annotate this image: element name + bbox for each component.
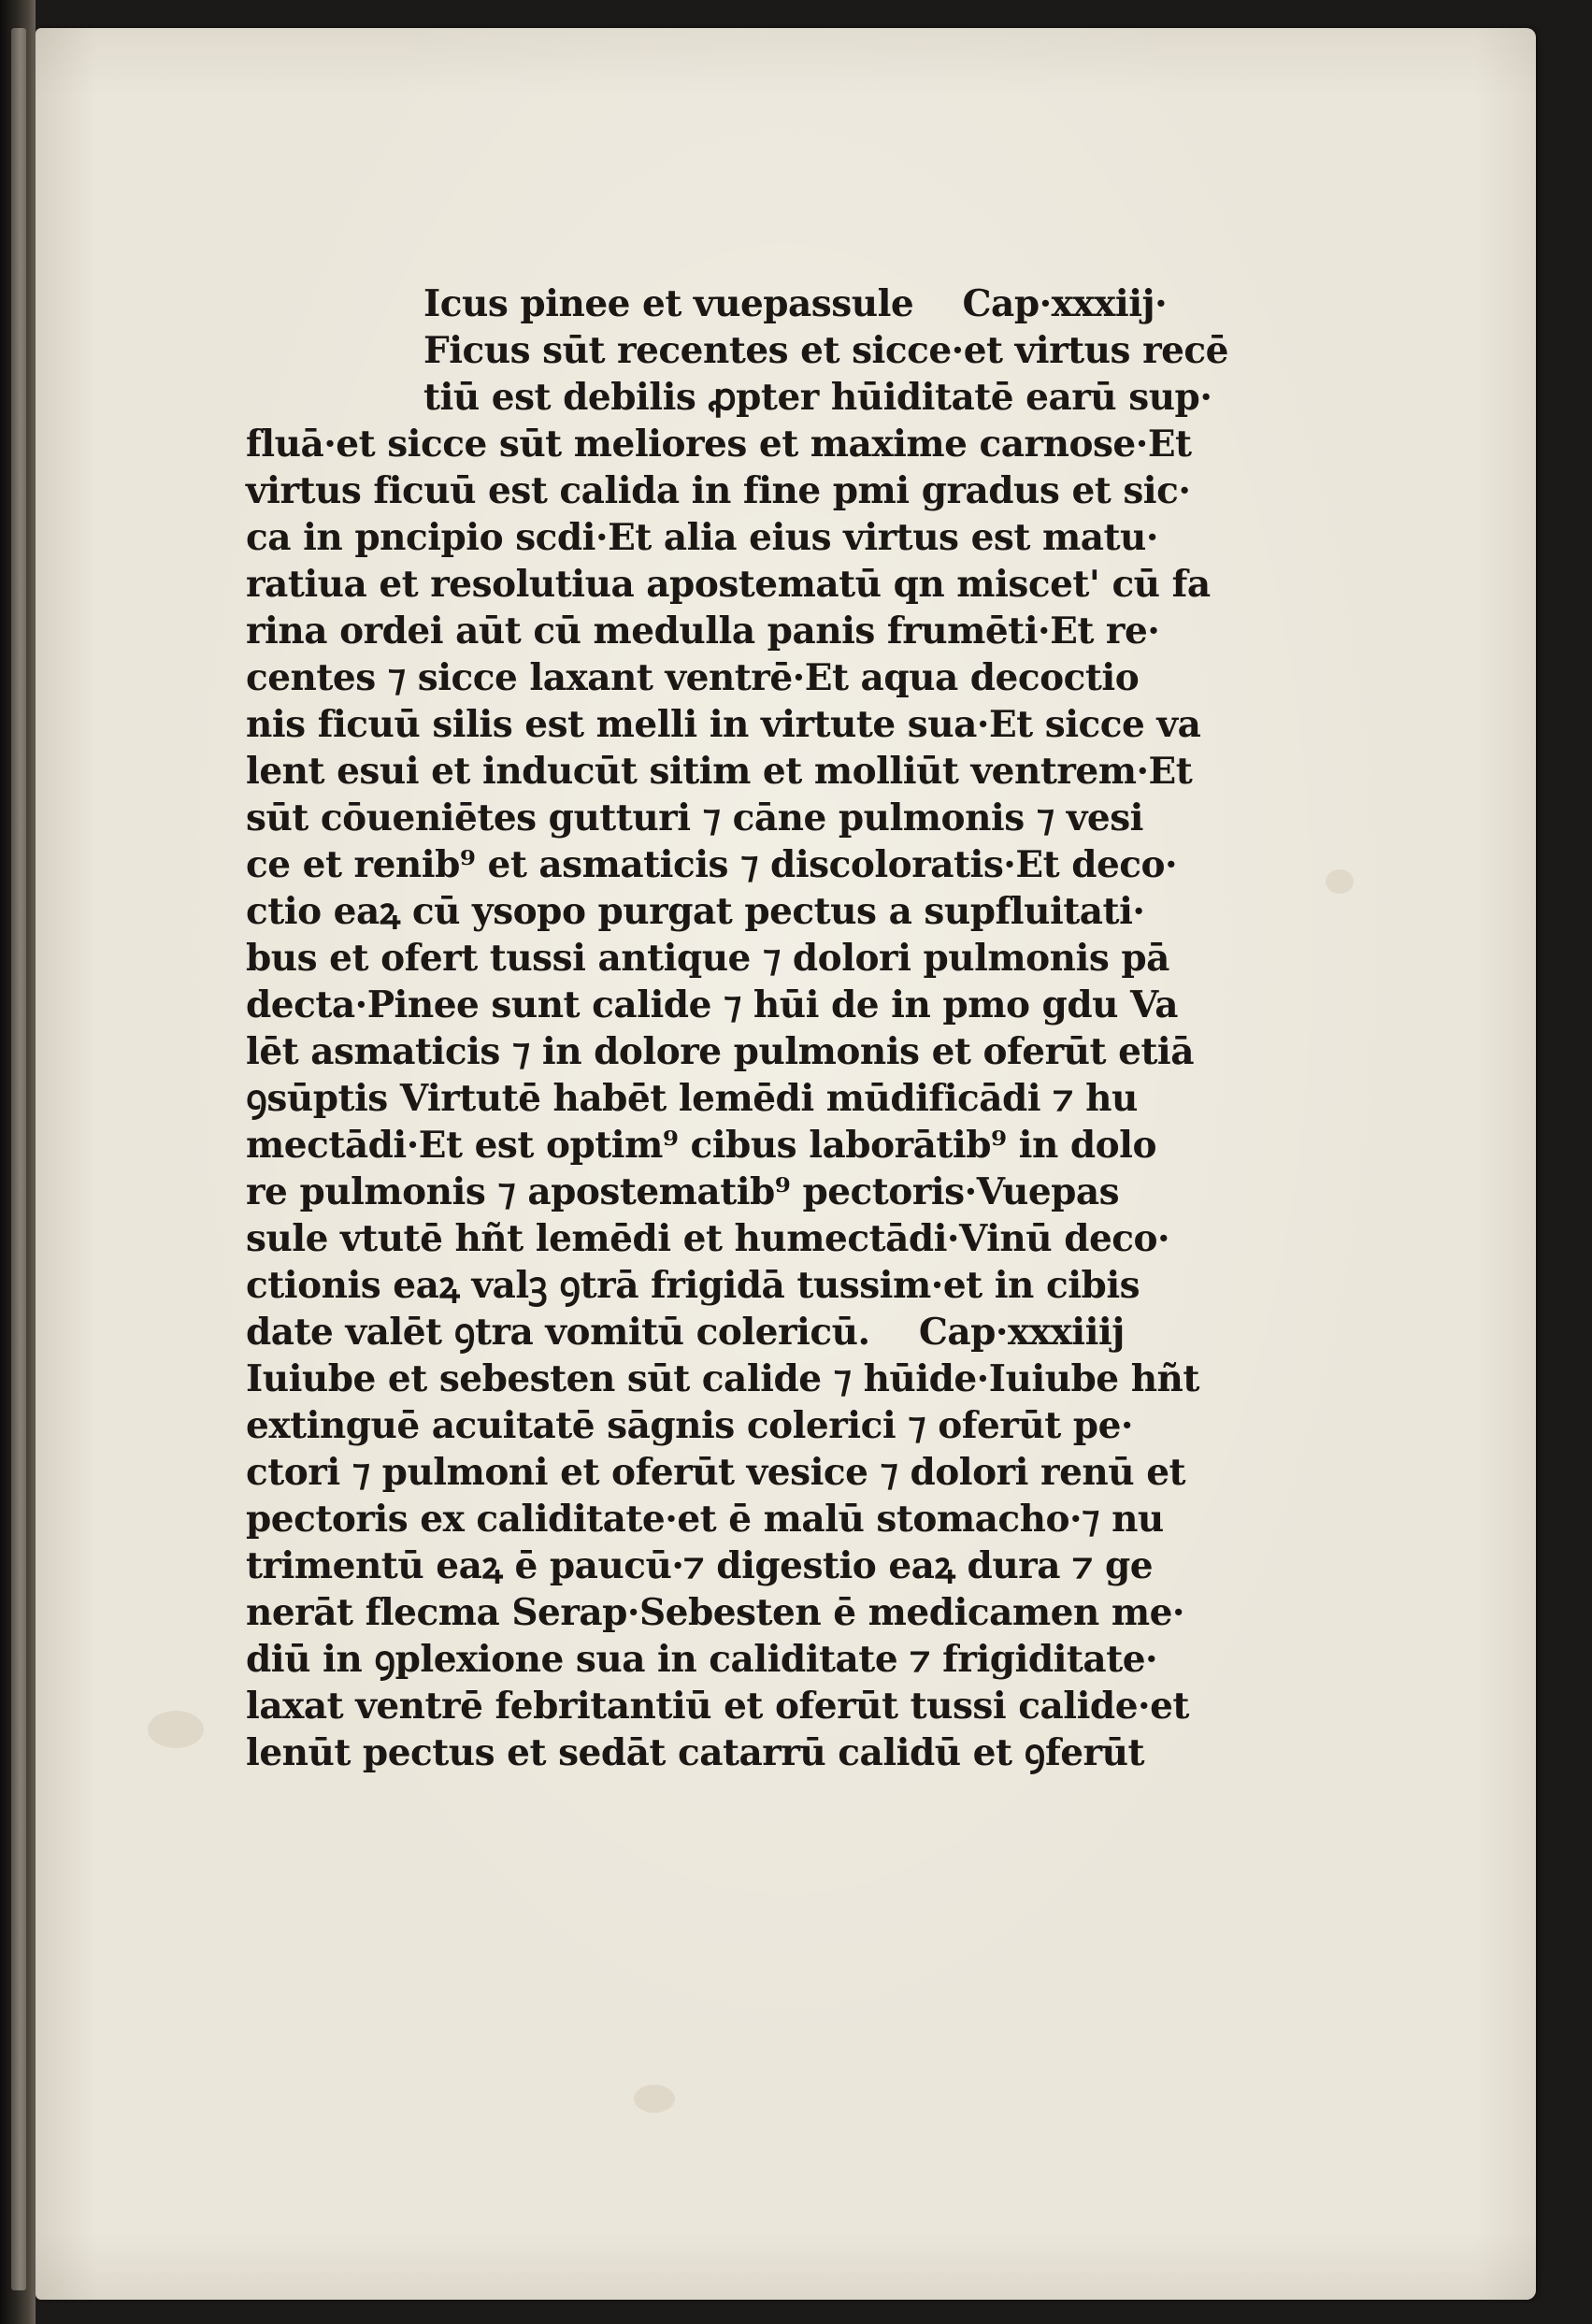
text-line: ctionis eaꝝ valꝫ ꝯtrā frigidā tussim·et in cibis bbox=[246, 1264, 1140, 1307]
foxing-spot bbox=[148, 1711, 204, 1748]
text-line: re pulmonis ⁊ apostematib⁹ pectoris·Vuepas bbox=[246, 1170, 1120, 1213]
text-line: rina ordei aūt cū medulla panis frumēti·Et re· bbox=[246, 610, 1160, 653]
text-block bbox=[246, 280, 1265, 1776]
text-line: Iuiube et sebesten sūt calide ⁊ hūide·Iuiube hñt bbox=[246, 1357, 1199, 1400]
text-line: Ficus sūt recentes et sicce·et virtus recē bbox=[423, 329, 1228, 372]
text-line: mectādi·Et est optim⁹ cibus laborātib⁹ in dolo bbox=[246, 1124, 1157, 1167]
text-line: ratiua et resolutiua apostematū qn miscet' cū fa bbox=[246, 563, 1211, 606]
book-spine bbox=[0, 0, 36, 2324]
text-line-heading: date valēt ꝯtra vomitū colericū. Cap·xxxiiij bbox=[246, 1311, 1125, 1354]
text-line: decta·Pinee sunt calide ⁊ hūi de in pmo gdu Va bbox=[246, 983, 1178, 1026]
manuscript-page bbox=[36, 28, 1536, 2300]
text-line: bus et ofert tussi antique ⁊ dolori pulmonis pā bbox=[246, 937, 1169, 980]
text-line: virtus ficuū est calida in fine pmi gradus et sic· bbox=[246, 469, 1191, 512]
text-line: nis ficuū silis est melli in virtute sua·Et sicce va bbox=[246, 703, 1201, 746]
text-line: pectoris ex caliditate·et ē malū stomacho·⁊ nu bbox=[246, 1498, 1164, 1541]
text-line: diū in ꝯplexione sua in caliditate ⁊ frigiditate· bbox=[246, 1638, 1158, 1681]
text-line: sūt cōueniētes gutturi ⁊ cāne pulmonis ⁊ vesi bbox=[246, 796, 1143, 839]
text-line: tiū est debilis ꝓpter hūiditatē earū sup· bbox=[423, 376, 1212, 419]
text-line: extinguē acuitatē sāgnis colerici ⁊ oferūt pe· bbox=[246, 1404, 1133, 1447]
text-line: nerāt flecma Serap·Sebesten ē medicamen me· bbox=[246, 1591, 1185, 1634]
text-line: centes ⁊ sicce laxant ventrē·Et aqua decoctio bbox=[246, 656, 1140, 699]
text-line: trimentū eaꝝ ē paucū·⁊ digestio eaꝝ dura ⁊ ge bbox=[246, 1544, 1154, 1587]
text-line: laxat ventrē febritantiū et oferūt tussi calide·et bbox=[246, 1685, 1189, 1728]
text-line: lent esui et inducūt sitim et molliūt ventrem·Et bbox=[246, 750, 1193, 793]
text-line: ctori ⁊ pulmoni et oferūt vesice ⁊ dolori renū et bbox=[246, 1451, 1186, 1494]
spine-edge bbox=[11, 28, 26, 2290]
text-line-heading: Icus pinee et vuepassule Cap·xxxiij· bbox=[423, 282, 1168, 325]
foxing-spot bbox=[1326, 869, 1354, 894]
text-line: sule vtutē hñt lemēdi et humectādi·Vinū deco· bbox=[246, 1217, 1170, 1260]
text-line: ce et renib⁹ et asmaticis ⁊ discoloratis·Et deco· bbox=[246, 843, 1178, 886]
text-line: lenūt pectus et sedāt catarrū calidū et ꝯferūt bbox=[246, 1731, 1144, 1774]
text-line: fluā·et sicce sūt meliores et maxime carnose·Et bbox=[246, 423, 1192, 466]
text-line: lēt asmaticis ⁊ in dolore pulmonis et oferūt etiā bbox=[246, 1030, 1195, 1073]
foxing-spot bbox=[634, 2085, 675, 2113]
text-line: ca in pncipio scdi·Et alia eius virtus est matu· bbox=[246, 516, 1158, 559]
text-line: ꝯsūptis Virtutē habēt lemēdi mūdificādi ⁊ hu bbox=[246, 1077, 1138, 1120]
text-line: ctio eaꝝ cū ysopo purgat pectus a supfluitati· bbox=[246, 890, 1145, 933]
